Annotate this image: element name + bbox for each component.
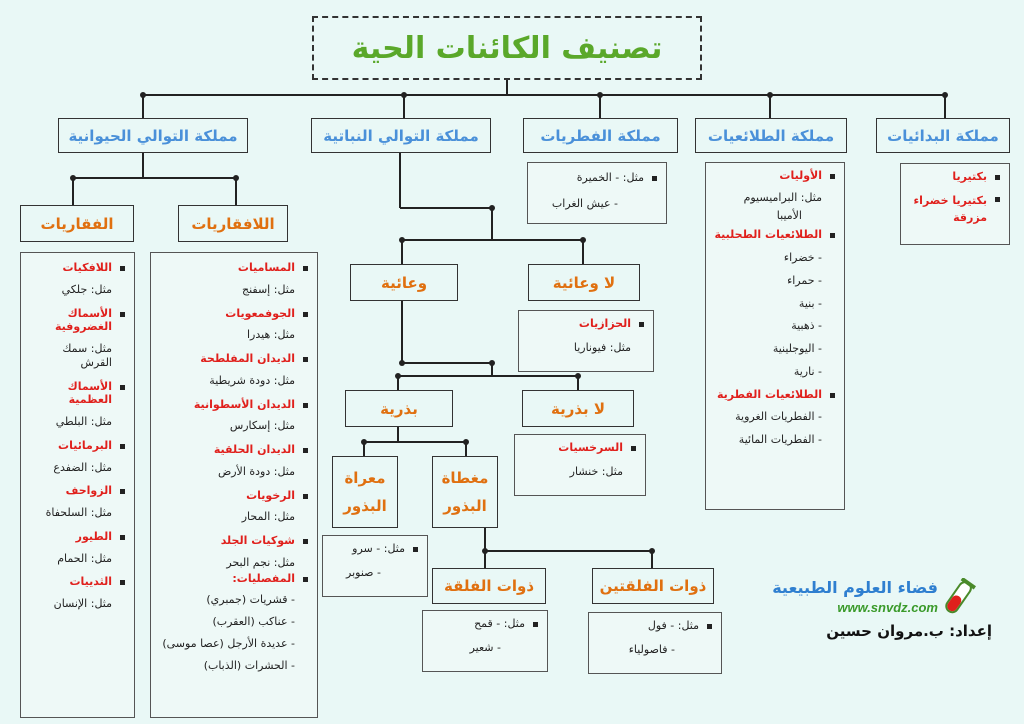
monera-item-2: بكتيريا خضراء مزرقة bbox=[909, 192, 987, 227]
group-vascular: وعائية bbox=[350, 264, 458, 301]
taxon-example: مثل: إسكارس bbox=[229, 419, 295, 433]
group-angiosperms: مغطاة البذور bbox=[432, 456, 498, 528]
site-logo bbox=[770, 570, 1010, 650]
mono-example-label: مثل: bbox=[503, 617, 525, 630]
protista-list bbox=[705, 162, 845, 510]
protista-heading-2: الطلائعيات الطحلبية bbox=[714, 228, 822, 242]
taxon-example: مثل: البلطي bbox=[55, 415, 112, 428]
taxon-name: شوكيات الجلد bbox=[159, 534, 295, 548]
algae-item: - خضراء bbox=[714, 251, 822, 265]
monera-list bbox=[900, 163, 1010, 245]
dicots-list: مثل: - فول - فاصولياء bbox=[588, 612, 722, 674]
nonvascular-list bbox=[518, 310, 654, 372]
seedless-name: السرخسيات bbox=[523, 441, 623, 455]
taxon-name: الأسماك الغضروفية bbox=[29, 307, 112, 335]
test-tube-icon bbox=[940, 578, 976, 618]
di-example-2: - فاصولياء bbox=[597, 643, 699, 657]
kingdom-animals: مملكة التوالي الحيوانية bbox=[58, 118, 248, 153]
di-example-1: فول bbox=[647, 619, 667, 632]
kingdom-plants: مملكة التوالي النباتية bbox=[311, 118, 491, 153]
taxon-name: الثدييات bbox=[29, 575, 112, 589]
nonvascular-name: الحزازيات bbox=[527, 317, 631, 331]
group-seedless: لا بذرية bbox=[522, 390, 634, 427]
gymno-example-1: سرو bbox=[352, 542, 373, 555]
taxon-name: الأسماك العظمية bbox=[29, 380, 112, 408]
logo-url: www.snvdz.com bbox=[837, 600, 938, 615]
algae-item: - اليوجلينية bbox=[714, 342, 822, 356]
group-gymnosperms: معراة البذور bbox=[332, 456, 398, 528]
monera-item-1: بكتيريا bbox=[909, 170, 987, 184]
protista-example-1: مثل: البراميسيوم bbox=[743, 190, 822, 204]
taxon-name: اللافكيات bbox=[29, 261, 112, 275]
algae-item: - نارية bbox=[714, 365, 822, 379]
fungal-protist-item: - الفطريات المائية bbox=[714, 433, 822, 447]
taxon-example: مثل: جلكي bbox=[61, 282, 112, 296]
gymno-example-2: - صنوبر bbox=[331, 566, 405, 580]
algae-item: - ذهبية bbox=[714, 319, 822, 333]
author-credit: إعداد: ب.مروان حسين bbox=[826, 622, 992, 640]
vertebrates-list bbox=[20, 252, 135, 718]
fungi-example-1: الخميرة bbox=[576, 171, 612, 184]
taxon-example: مثل: المحار bbox=[241, 510, 295, 524]
kingdom-monera: مملكة البدائيات bbox=[876, 118, 1010, 153]
seedless-example: مثل: خنشار bbox=[569, 464, 623, 478]
title-box bbox=[312, 16, 702, 80]
taxon-example: مثل: السلحفاة bbox=[45, 506, 112, 519]
group-vertebrates: الفقاريات bbox=[20, 205, 134, 242]
group-seed: بذرية bbox=[345, 390, 453, 427]
seedless-list bbox=[514, 434, 646, 496]
kingdom-fungi: مملكة الفطريات bbox=[523, 118, 678, 153]
taxon-example: مثل: الضفدع bbox=[53, 460, 112, 474]
gymnosperms-list: مثل: - سرو - صنوبر bbox=[322, 535, 428, 597]
fungi-list: مثل: - الخميرة - عيش الغراب bbox=[527, 162, 667, 224]
invertebrates-list bbox=[150, 252, 318, 718]
taxon-name: الديدان الأسطوانية bbox=[159, 398, 295, 412]
algae-item: - حمراء bbox=[714, 274, 822, 288]
algae-item: - بنية bbox=[714, 297, 822, 311]
arthropods-heading: المفصليات: bbox=[159, 572, 295, 586]
taxon-name: المساميات bbox=[159, 261, 295, 275]
taxon-name: الطيور bbox=[29, 530, 112, 544]
fungi-example-label: مثل: bbox=[622, 171, 644, 184]
taxon-name: الديدان الحلقية bbox=[159, 443, 295, 457]
taxon-name: الرخويات bbox=[159, 489, 295, 503]
group-invertebrates: اللافقاريات bbox=[178, 205, 288, 242]
protista-example-2: الأميبا bbox=[776, 208, 802, 222]
group-dicots: ذوات الفلقتين bbox=[592, 568, 714, 604]
mono-example-1: قمح bbox=[474, 617, 493, 630]
group-nonvascular: لا وعائية bbox=[528, 264, 640, 301]
fungal-protist-item: - الفطريات الغروية bbox=[714, 410, 822, 424]
taxon-example: مثل: الحمام bbox=[57, 551, 112, 565]
taxon-name: الديدان المفلطحة bbox=[159, 352, 295, 366]
taxon-example: مثل: نجم البحر bbox=[226, 555, 295, 569]
taxon-name: البرمائيات bbox=[29, 439, 112, 453]
taxon-example: مثل: دودة شريطية bbox=[209, 373, 295, 387]
di-example-label: مثل: bbox=[677, 619, 699, 632]
gymno-example-label: مثل: bbox=[383, 542, 405, 555]
mono-example-2: - شعير bbox=[431, 641, 525, 655]
protista-heading-3: الطلائعيات الفطرية bbox=[714, 388, 822, 402]
page-title: تصنيف الكائنات الحية bbox=[351, 30, 663, 66]
taxon-example: مثل: هيدرا bbox=[246, 328, 295, 342]
taxon-name: الجوفمعويات bbox=[159, 307, 295, 321]
group-monocots: ذوات الفلقة bbox=[432, 568, 546, 604]
fungi-example-2: - عيش الغراب bbox=[536, 197, 644, 211]
taxon-example: مثل: دودة الأرض bbox=[217, 464, 295, 478]
arthropod-item: - عديدة الأرجل (عصا موسى) bbox=[159, 637, 295, 651]
arthropod-item: - عناكب (العقرب) bbox=[159, 615, 295, 629]
taxon-example: مثل: الإنسان bbox=[53, 597, 112, 610]
taxon-example: مثل: سمك القرش bbox=[62, 342, 112, 369]
taxon-example: مثل: إسفنج bbox=[241, 282, 295, 296]
monocots-list: مثل: - قمح - شعير bbox=[422, 610, 548, 672]
protista-heading-1: الأوليات bbox=[714, 169, 822, 183]
logo-name: فضاء العلوم الطبيعية bbox=[772, 578, 938, 597]
nonvascular-example: مثل: فيوناريا bbox=[573, 340, 631, 354]
arthropod-item: - الحشرات (الذباب) bbox=[159, 659, 295, 673]
arthropod-item: - قشريات (جمبري) bbox=[159, 593, 295, 607]
kingdom-protista: مملكة الطلائعيات bbox=[695, 118, 847, 153]
taxon-name: الزواحف bbox=[29, 484, 112, 498]
